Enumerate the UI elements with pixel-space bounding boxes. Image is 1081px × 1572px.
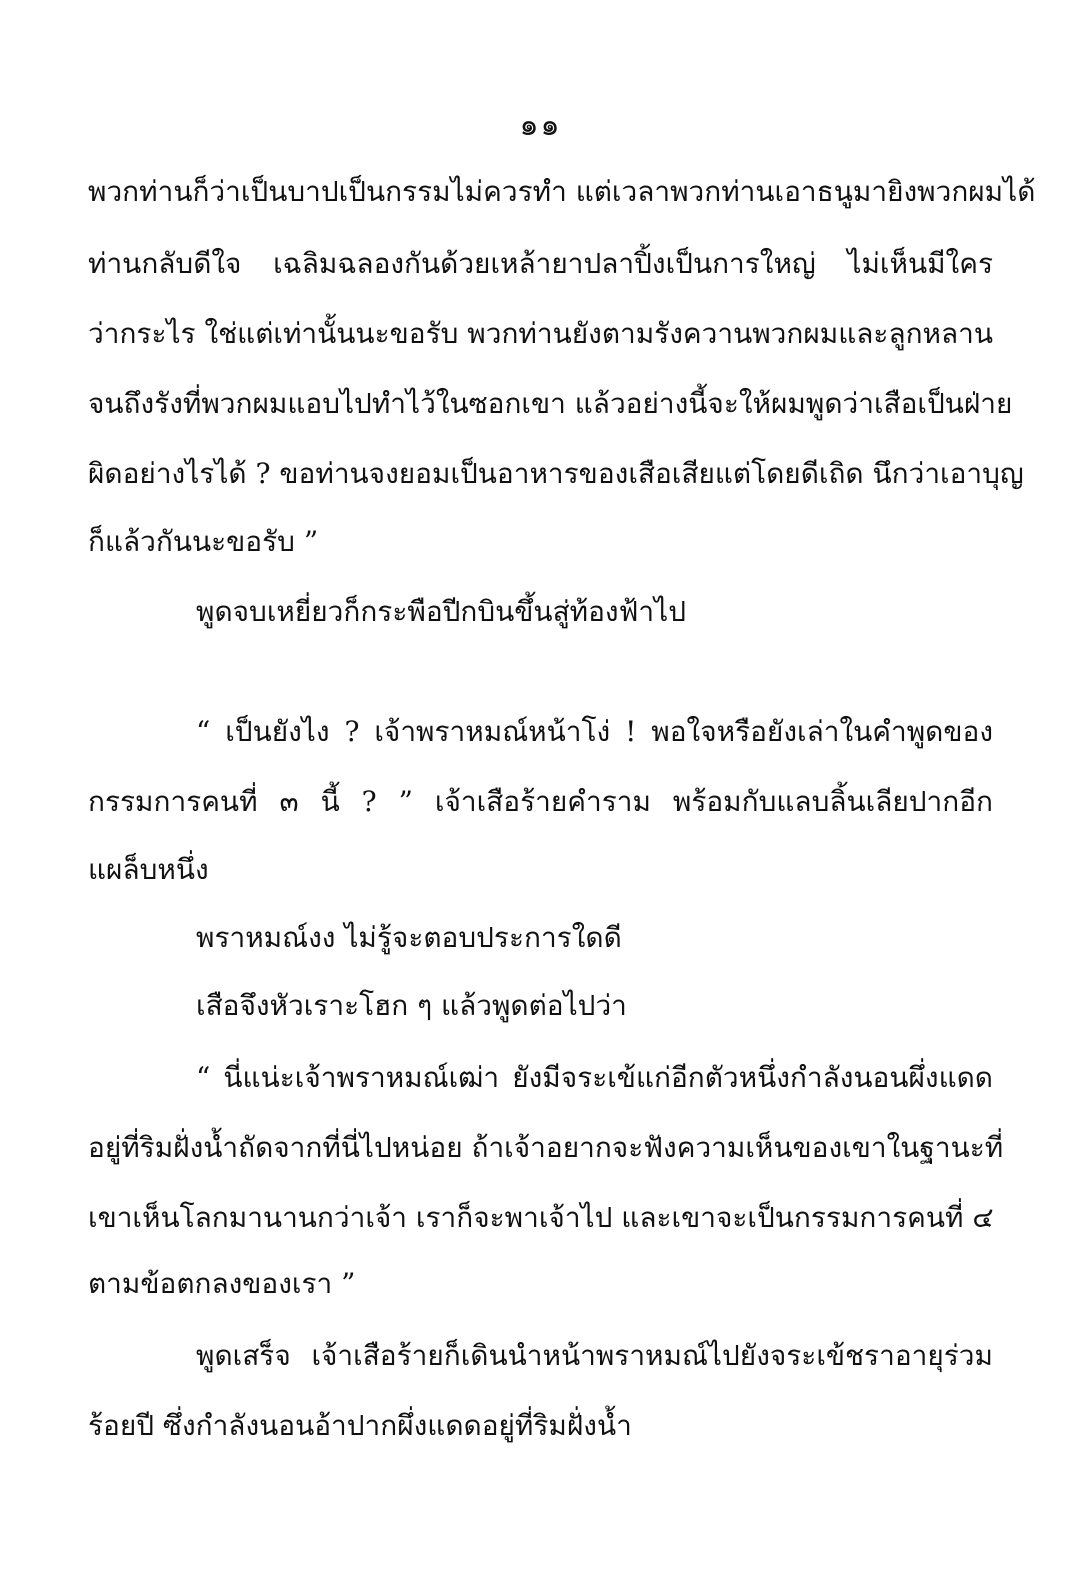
text-line-2: ท่านกลับดีใจ เฉลิมฉลองกันด้วยเหล้ายาปลาปิ้งเป็นการใหญ่ ไม่เห็นมีใคร xyxy=(88,247,993,280)
text-line-8: “ เป็นยังไง ? เจ้าพราหมณ์หน้าโง่ ! พอใจหรือยังเล่าในคำพูดของ xyxy=(196,715,993,748)
text-line-6: ก็แล้วกันนะขอรับ ” xyxy=(88,525,319,558)
page-number: ๑๑ xyxy=(519,108,562,143)
text-line-18: ร้อยปี ซึ่งกำลังนอนอ้าปากผึ่งแดดอยู่ที่ริมฝั่งน้ำ xyxy=(88,1409,632,1442)
text-line-12: เสือจึงหัวเราะโฮก ๆ แล้วพูดต่อไปว่า xyxy=(196,989,627,1022)
text-line-9: กรรมการคนที่ ๓ นี้ ? ” เจ้าเสือร้ายคำราม พร้อมกับแลบลิ้นเลียปากอีก xyxy=(88,785,993,818)
text-line-10: แผล็บหนึ่ง xyxy=(88,853,209,886)
text-line-7: พูดจบเหยี่ยวก็กระพือปีกบินขึ้นสู่ท้องฟ้าไป xyxy=(196,595,686,628)
text-line-3: ว่ากระไร ใช่แต่เท่านั้นนะขอรับ พวกท่านยังตามรังควานพวกผมและลูกหลาน xyxy=(88,317,994,350)
text-line-16: ตามข้อตกลงของเรา ” xyxy=(88,1267,356,1300)
text-line-14: อยู่ที่ริมฝั่งน้ำถัดจากที่นี่ไปหน่อย ถ้าเจ้าอยากจะฟังความเห็นของเขาในฐานะที่ xyxy=(88,1131,1004,1164)
text-line-17: พูดเสร็จ เจ้าเสือร้ายก็เดินนำหน้าพราหมณ์ไปยังจระเข้ชราอายุร่วม xyxy=(196,1339,993,1372)
text-line-13: “ นี่แน่ะเจ้าพราหมณ์เฒ่า ยังมีจระเข้แก่อีกตัวหนึ่งกำลังนอนผึ่งแดด xyxy=(196,1061,993,1094)
text-line-15: เขาเห็นโลกมานานกว่าเจ้า เราก็จะพาเจ้าไป และเขาจะเป็นกรรมการคนที่ ๔ xyxy=(88,1201,994,1234)
text-line-5: ผิดอย่างไรได้ ? ขอท่านจงยอมเป็นอาหารของเสือเสียแต่โดยดีเถิด นึกว่าเอาบุญ xyxy=(88,457,1024,490)
text-line-4: จนถึงรังที่พวกผมแอบไปทำไว้ในซอกเขา แล้วอย่างนี้จะให้ผมพูดว่าเสือเป็นฝ่าย xyxy=(88,387,1013,420)
text-line-11: พราหมณ์งง ไม่รู้จะตอบประการใดดี xyxy=(196,921,622,954)
text-line-1: พวกท่านก็ว่าเป็นบาปเป็นกรรมไม่ควรทำ แต่เวลาพวกท่านเอาธนูมายิงพวกผมได้ xyxy=(88,175,1036,208)
